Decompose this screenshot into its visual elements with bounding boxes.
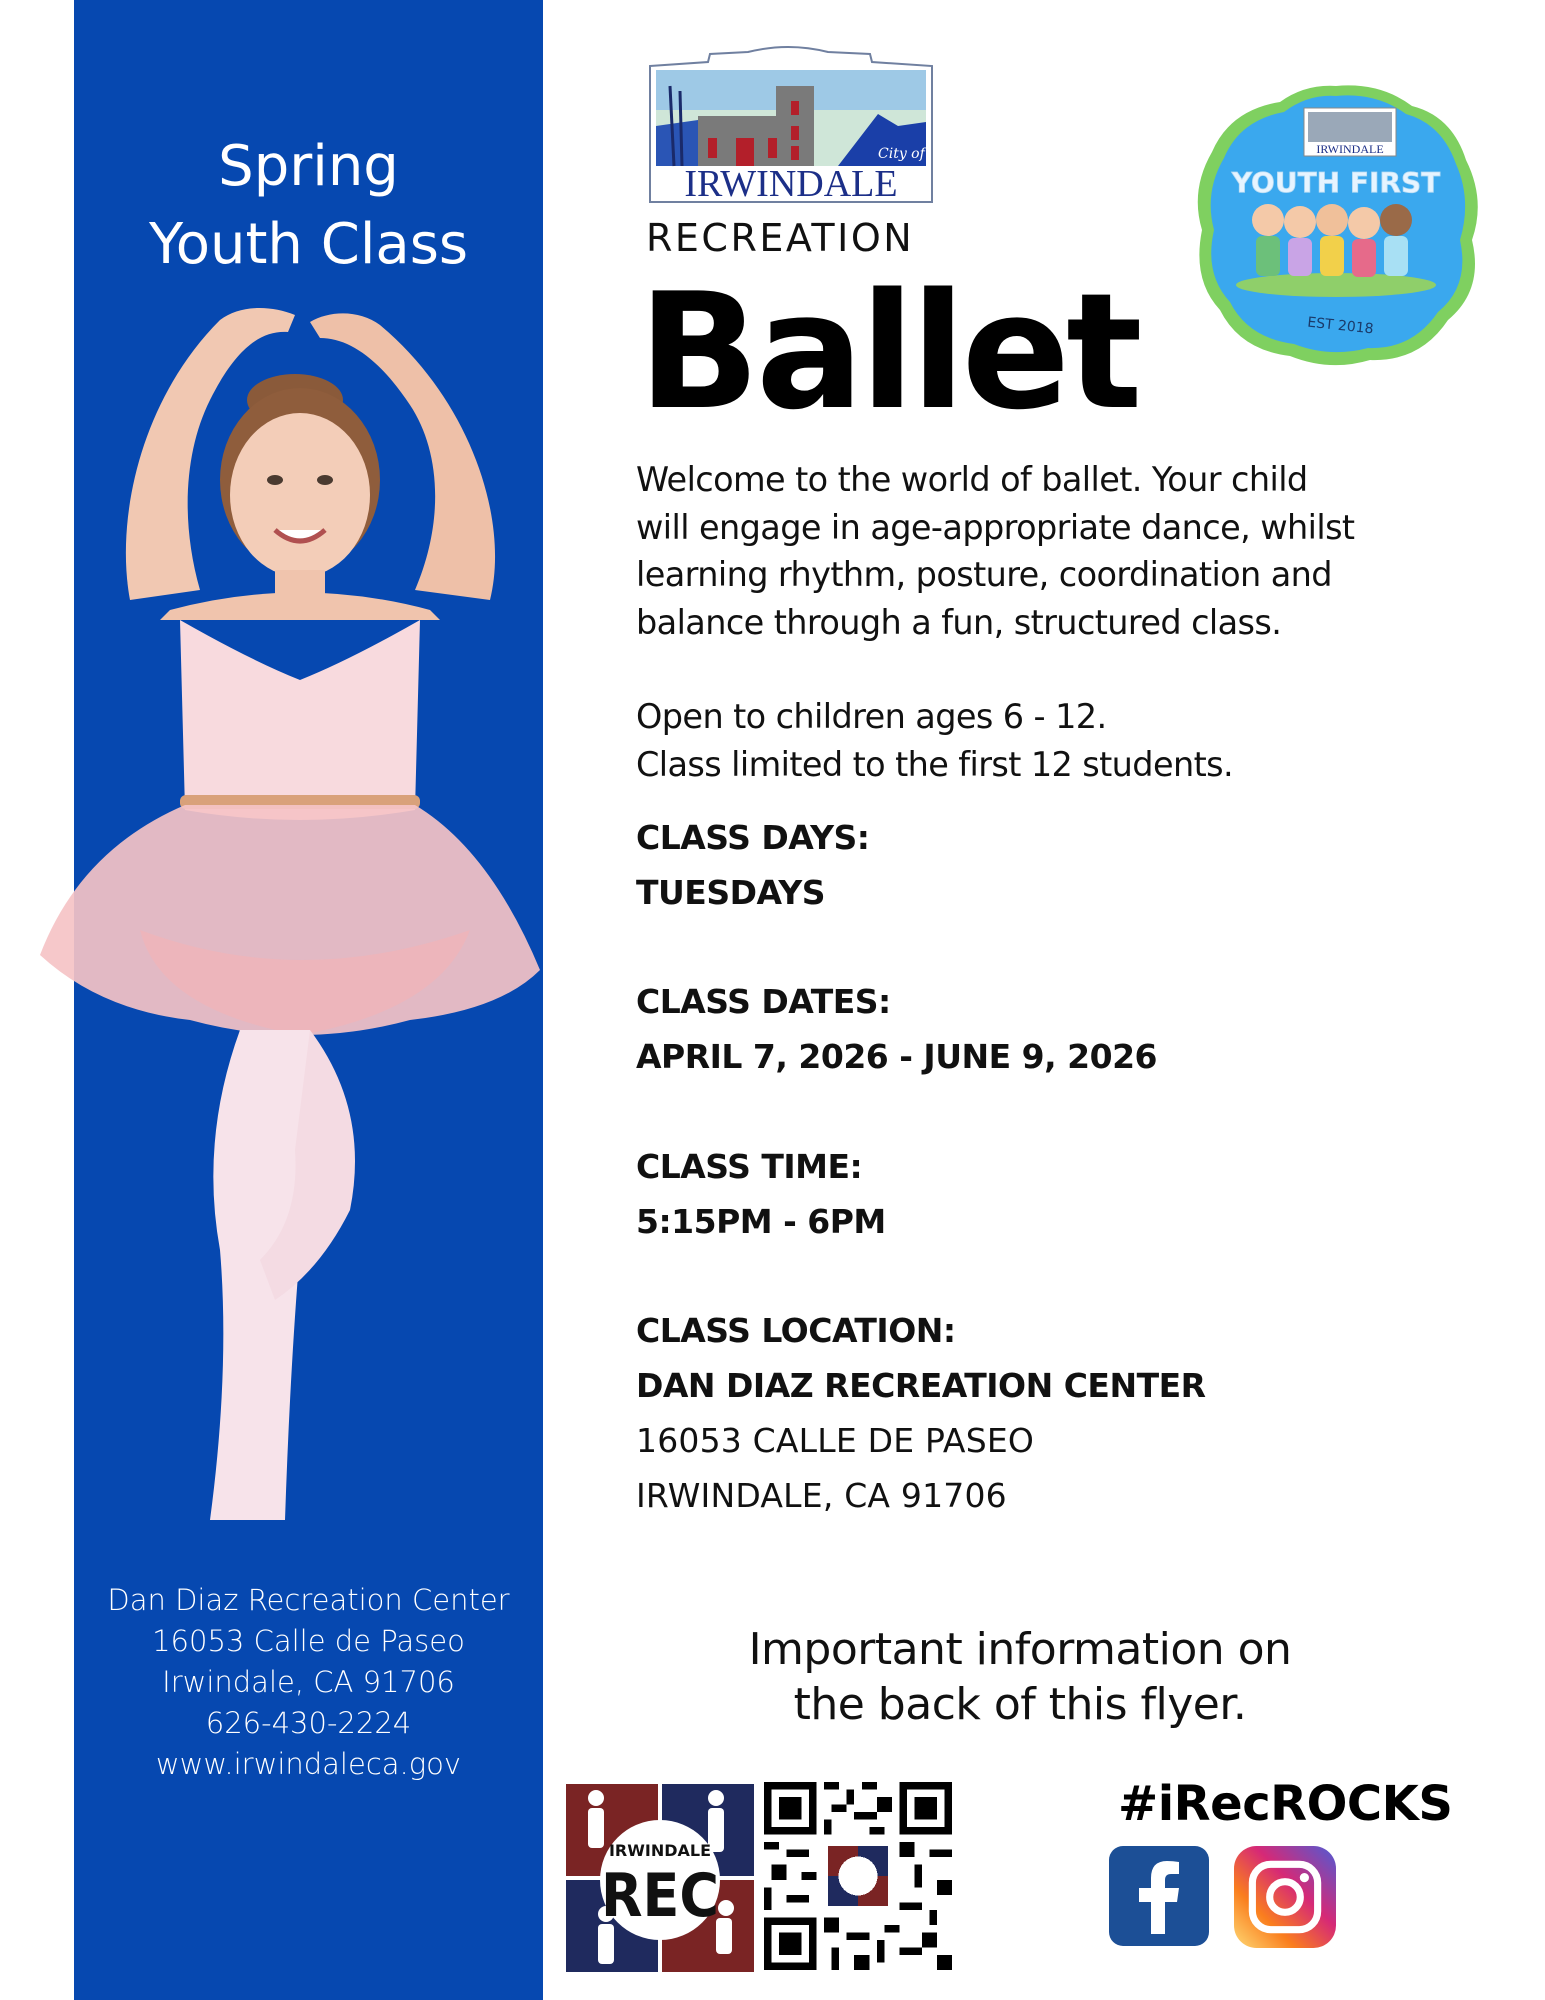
class-location-section	[636, 1303, 1456, 1523]
class-title: Ballet	[638, 258, 1139, 445]
description-line-4: balance through a fun, structured class.	[636, 602, 1282, 642]
capacity-text: Class limited to the first 12 students.	[636, 744, 1234, 784]
class-location-name: DAN DIAZ RECREATION CENTER	[636, 1366, 1206, 1405]
class-days-value: TUESDAYS	[636, 873, 826, 912]
hashtag: #iRecROCKS	[1118, 1776, 1453, 1832]
svg-text:City of: City of	[878, 146, 925, 162]
contact-website-link[interactable]: www.irwindaleca.gov	[155, 1747, 462, 1781]
facebook-icon[interactable]	[1109, 1846, 1209, 1946]
class-time-section	[636, 1139, 1456, 1249]
ballerina-photo	[20, 290, 550, 1560]
class-location-label: CLASS LOCATION:	[636, 1311, 956, 1350]
class-dates-label: CLASS DATES:	[636, 982, 891, 1021]
svg-text:IRWINDALE: IRWINDALE	[1316, 142, 1384, 156]
notice-line-1: Important information on	[748, 1624, 1292, 1675]
svg-text:YOUTH FIRST: YOUTH FIRST	[1231, 166, 1441, 199]
irwindale-rec-logo	[566, 1784, 754, 1972]
contact-info	[74, 1580, 543, 1785]
contact-center-name: Dan Diaz Recreation Center	[107, 1583, 510, 1617]
class-description	[636, 456, 1436, 788]
class-dates-section	[636, 974, 1456, 1084]
season-title-line2: Youth Class	[148, 212, 469, 277]
class-location-street: 16053 CALLE DE PASEO	[636, 1421, 1035, 1460]
description-line-3: learning rhythm, posture, coordination and	[636, 555, 1332, 594]
youth-first-badge	[1190, 80, 1482, 370]
contact-city: Irwindale, CA 91706	[162, 1665, 455, 1699]
class-time-label: CLASS TIME:	[636, 1147, 863, 1186]
description-line-2: will engage in age-appropriate dance, whilst	[636, 507, 1355, 547]
eligibility-text: Open to children ages 6 - 12.	[636, 697, 1107, 736]
contact-phone[interactable]: 626-430-2224	[205, 1706, 412, 1740]
description-line-1: Welcome to the world of ballet. Your child	[636, 460, 1308, 499]
contact-street: 16053 Calle de Paseo	[152, 1624, 465, 1658]
department-label: RECREATION	[646, 216, 915, 260]
class-days-label: CLASS DAYS:	[636, 818, 870, 857]
svg-text:IRWINDALE: IRWINDALE	[684, 163, 898, 204]
class-days-section	[636, 810, 1456, 920]
svg-text:IRWINDALE: IRWINDALE	[608, 1841, 712, 1860]
svg-text:REC: REC	[600, 1861, 720, 1931]
class-location-city: IRWINDALE, CA 91706	[636, 1476, 1007, 1515]
class-dates-value: APRIL 7, 2026 - JUNE 9, 2026	[636, 1037, 1157, 1076]
notice-line-2: the back of this flyer.	[793, 1679, 1247, 1730]
season-title	[74, 128, 543, 284]
season-title-line1: Spring	[218, 134, 399, 199]
svg-text:EST 2018: EST 2018	[1306, 314, 1375, 338]
qr-code[interactable]	[764, 1782, 952, 1970]
back-of-flyer-notice	[640, 1622, 1400, 1732]
irwindale-city-logo	[648, 46, 934, 204]
instagram-icon[interactable]	[1234, 1846, 1336, 1948]
class-time-value: 5:15PM - 6PM	[636, 1202, 886, 1241]
